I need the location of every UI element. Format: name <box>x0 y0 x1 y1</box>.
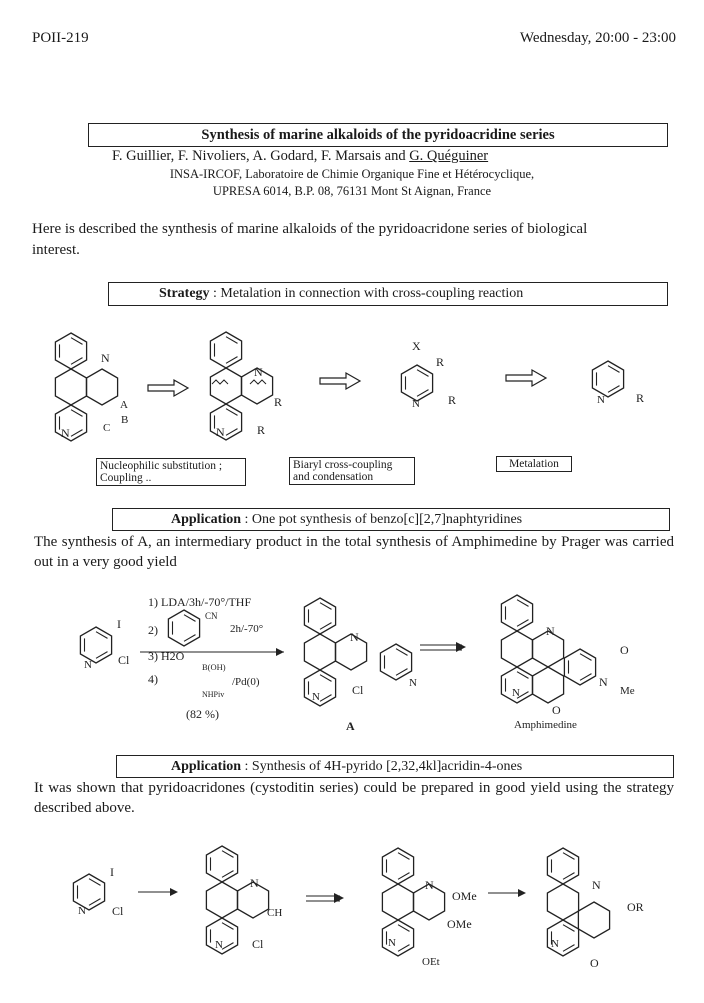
atom-o: O <box>552 703 561 717</box>
page-title: Synthesis of marine alkaloids of the pyridoacridine series <box>88 123 668 147</box>
atom-r: R <box>636 391 645 405</box>
atom-me: Me <box>620 685 635 697</box>
atom-i: I <box>117 617 121 631</box>
atom-or: OR <box>627 900 644 914</box>
atom-r1: R <box>274 395 283 409</box>
strategy-intermediate-structure <box>210 332 282 440</box>
strategy-box-1-line-1: Nucleophilic substitution ; <box>100 460 223 472</box>
methyl-intermediate <box>206 846 282 954</box>
atom-n: N <box>409 677 417 689</box>
application-1-label: Application <box>171 512 242 527</box>
strategy-text: : Metalation in connection with cross-coupling reaction <box>209 286 524 301</box>
atom-n: N <box>412 398 420 410</box>
intro-paragraph: Here is described the synthesis of marine alkaloids of the pyridoacridone series of biological interest. <box>32 221 588 258</box>
strategy-target-structure <box>55 333 128 441</box>
atom-n: N <box>350 630 359 644</box>
condition-step-3: 3) H2O <box>148 649 185 663</box>
atom-n: N <box>84 659 92 671</box>
compound-a <box>304 598 417 733</box>
strategy-simple-pyridine <box>592 361 644 406</box>
atom-n: N <box>546 624 555 638</box>
affiliation-line-2: UPRESA 6014, B.P. 08, 76131 Mont St Aignan, France <box>212 184 492 198</box>
application-2-label: Application <box>171 759 242 774</box>
author-list: F. Guillier, F. Nivoliers, A. Godard, F. Marsais and <box>112 148 406 164</box>
atom-i: I <box>110 865 114 879</box>
atom-n: N <box>78 905 86 917</box>
acetal-intermediate <box>382 848 476 968</box>
compound-a-label: A <box>346 719 355 733</box>
atom-r1: R <box>436 355 445 369</box>
atom-n: N <box>388 937 396 949</box>
strategy-pyridine-structure <box>401 339 456 410</box>
reaction-conditions-1 <box>148 595 263 721</box>
atom-b: B <box>121 414 129 426</box>
atom-n: N <box>250 876 259 890</box>
atom-ome: OMe <box>452 889 477 903</box>
strategy-box-2-line-2: and condensation <box>293 471 374 483</box>
application-2-paragraph: It was shown that pyridoacridones (cystoditin series) could be prepared in good yield using the strategy described above. <box>34 780 674 816</box>
session-time: Wednesday, 20:00 - 23:00 <box>519 30 676 46</box>
atom-n: N <box>216 425 225 439</box>
atom-n: N <box>551 938 559 950</box>
strategy-label: Strategy <box>159 286 210 301</box>
condition-temp: 2h/-70° <box>230 623 264 635</box>
affiliation-line-1: INSA-IRCOF, Laboratoire de Chimie Organique Fine et Hétérocyclique, <box>169 167 535 181</box>
strategy-box-metalation: Metalation <box>496 456 572 472</box>
atom-cl: Cl <box>252 937 264 951</box>
atom-r2: R <box>257 423 266 437</box>
atom-n: N <box>61 426 70 440</box>
multistep-arrow-2 <box>306 893 344 903</box>
atom-ome: OMe <box>447 917 472 931</box>
pyridoacridone-product <box>547 848 643 970</box>
condition-step-4: 4) <box>148 672 158 686</box>
atom-r2: R <box>448 393 457 407</box>
condition-catalyst: /Pd(0) <box>232 676 260 688</box>
reaction-yield: (82 %) <box>186 707 219 721</box>
atom-n: N <box>599 675 608 689</box>
multistep-arrow-1 <box>420 642 466 652</box>
iodochloropyridine-start-2 <box>73 865 124 918</box>
atom-n: N <box>101 351 110 365</box>
reaction-arrowhead-2 <box>170 888 178 896</box>
poster-code: POII-219 <box>32 30 89 46</box>
amphimedine-structure <box>501 595 634 731</box>
strategy-box-1-line-2: Coupling .. <box>100 472 152 484</box>
iodochloropyridine-start <box>80 617 130 671</box>
condition-step-2: 2) <box>148 623 158 637</box>
strategy-box-2-line-1: Biaryl cross-coupling <box>293 459 393 471</box>
amphimedine-label: Amphimedine <box>514 719 577 731</box>
condition-step-1: 1) LDA/3h/-70°/THF <box>148 595 252 609</box>
atom-a: A <box>120 399 128 411</box>
atom-n: N <box>592 878 601 892</box>
atom-ch3: CH <box>267 907 283 919</box>
application-2-text: : Synthesis of 4H-pyrido [2,32,4kl]acridin-4-ones <box>241 759 523 774</box>
atom-cn: CN <box>205 611 218 621</box>
retro-arrow-1 <box>148 380 188 396</box>
atom-n: N <box>425 878 434 892</box>
atom-boronic: B(OH) <box>202 662 226 672</box>
corresponding-author: G. Quéguiner <box>409 148 489 164</box>
atom-nhpiv: NHPiv <box>202 690 225 699</box>
atom-x: X <box>412 339 421 353</box>
atom-n: N <box>597 394 605 406</box>
retro-arrow-3 <box>506 370 546 386</box>
atom-o: O <box>590 956 599 970</box>
atom-cl: Cl <box>118 653 130 667</box>
atom-cl: Cl <box>112 904 124 918</box>
application-1-text: : One pot synthesis of benzo[c][2,7]naphtyridines <box>241 512 523 527</box>
reaction-arrowhead-3 <box>518 889 526 897</box>
atom-n: N <box>254 365 263 379</box>
atom-o: O <box>620 643 629 657</box>
atom-cl: Cl <box>352 683 364 697</box>
atom-n: N <box>215 939 223 951</box>
reaction-arrowhead-1 <box>276 648 284 656</box>
atom-c: C <box>103 422 111 434</box>
atom-oet: OEt <box>422 956 440 968</box>
application-1-paragraph: The synthesis of A, an intermediary product in the total synthesis of Amphimedine by Prager was carried out in a very good yield <box>34 534 674 570</box>
atom-n: N <box>512 687 520 699</box>
atom-n: N <box>312 691 320 703</box>
retro-arrow-2 <box>320 373 360 389</box>
